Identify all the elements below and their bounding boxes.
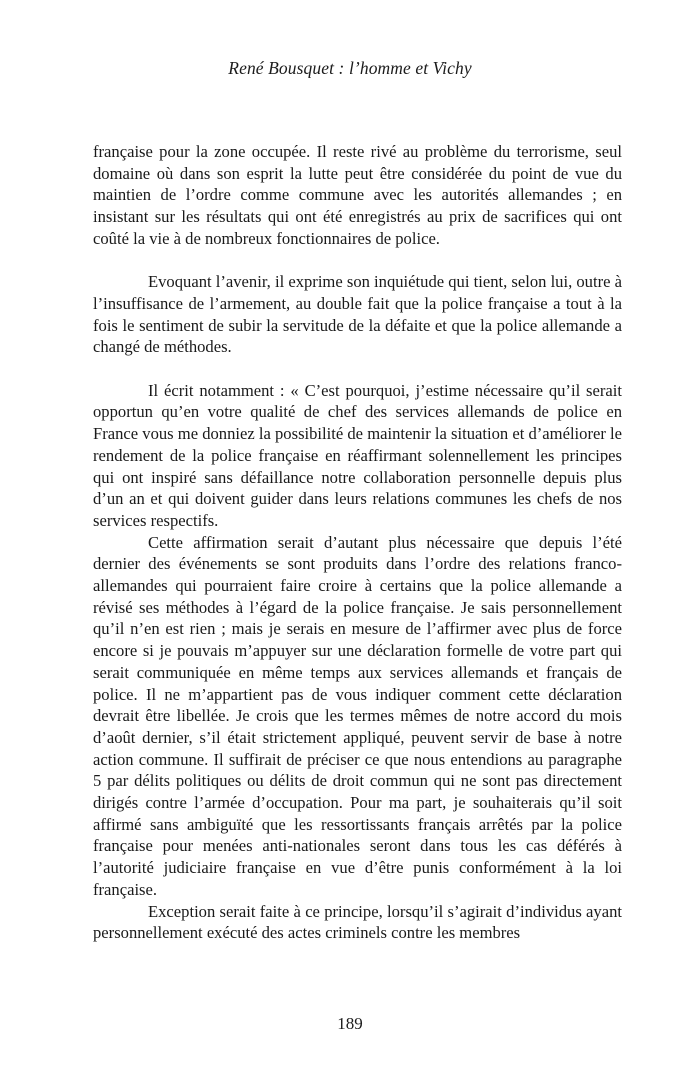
running-header: René Bousquet : l’homme et Vichy <box>228 58 472 78</box>
paragraph-letter-quote-start: Il écrit notamment : « C’est pourquoi, j’estime nécessaire qu’il serait opportun qu’en votre qualité de chef des services allemands de police en France vous me donniez la possibilité de maintenir la situation et d’améliorer le rendement de la police française en réaffirmant solennellement les principes qui ont inspiré sans défaillance notre collaboration personnelle depuis plus d’un an et qui doivent guider dans leurs relations communes les chefs de nos services respectifs. <box>93 380 622 530</box>
paragraph-future-concern: Evoquant l’avenir, il exprime son inquiétude qui tient, selon lui, outre à l’insuffisance de l’armement, au double fait que la police française a tout à la fois le sentiment de subir la servitude de la défaite et que la police allemande a changé de méthodes. <box>93 272 622 357</box>
paragraph-affirmation: Cette affirmation serait d’autant plus nécessaire que depuis l’été dernier des événements se sont produits dans l’ordre des relations franco-allemandes qui pourraient faire croire à certains que la police allemande a révisé ses méthodes à l’égard de la police française. Je sais personnellement qu’il n’en est rien ; mais je serais en mesure de l’affirmer avec plus de force encore si je pouvais m’appuyer sur une déclaration formelle de votre part qui serait communiquée en même temps aux services allemands et français de police. Il ne m’appartient pas de vous indiquer comment cette déclaration devrait être libellée. Je crois que les termes mêmes de notre accord du mois d’août dernier, s’il était strictement appliqué, peuvent servir de base à notre action commune. Il suffirait de préciser ce que nous entendions au paragraphe 5 par délits politiques ou délits de droit commun qui ne sont pas directement dirigés contre l’armée d’occupation. Pour ma part, je souhaiterais qu’il soit affirmé sans ambiguïté que les ressortissants français arrêtés par la police française pour menées anti-nationales seront dans tous les cas déférés à l’autorité judiciaire française en vue d’être punis conformément à la loi française. <box>93 532 622 899</box>
paragraph-exception: Exception serait faite à ce principe, lorsqu’il s’agirait d’individus ayant personnellement exécuté des actes criminels contre les membres <box>93 901 622 943</box>
body-text <box>93 141 622 944</box>
paragraph-terrorism-problem: française pour la zone occupée. Il reste rivé au problème du terrorisme, seul domaine où dans son esprit la lutte peut être considérée du point de vue du maintien de l’ordre comme commune avec les autorités allemandes ; en insistant sur les résultats qui ont été enregistrés au prix de sacrifices qui ont coûté la vie à de nombreux fonctionnaires de police. <box>93 142 622 248</box>
page-number: 189 <box>337 1014 363 1033</box>
